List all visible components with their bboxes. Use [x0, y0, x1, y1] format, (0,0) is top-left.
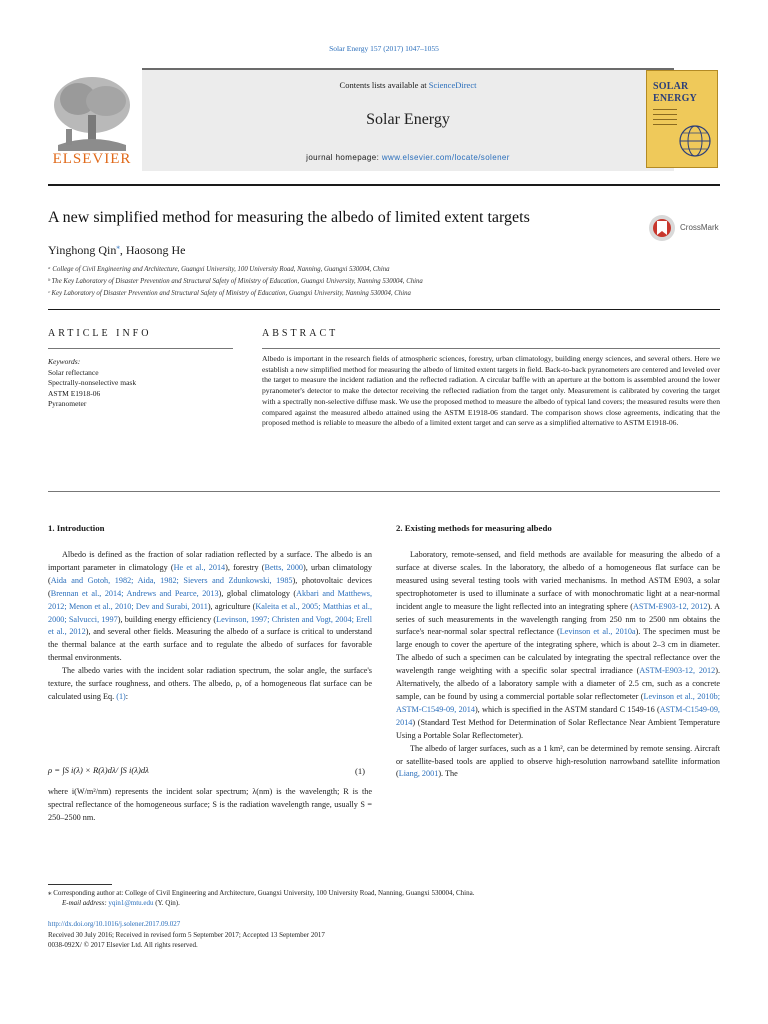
contents-line: Contents lists available at ScienceDirect	[339, 80, 477, 90]
affiliation-a: ᵃ College of Civil Engineering and Architecture, Guangxi University, 100 University Road, Nanning, Guangxi 530004, China	[48, 266, 390, 273]
article-info-rule	[48, 348, 233, 349]
copyright-line: 0038-092X/ © 2017 Elsevier Ltd. All rights reserved.	[48, 941, 198, 949]
keyword-item: Spectrally-nonselective mask	[48, 378, 137, 387]
article-title: A new simplified method for measuring the albedo of limited extent targets	[48, 209, 530, 226]
cover-text-lines	[653, 109, 677, 149]
citation-link[interactable]: ASTM-C1549-09, 2014	[396, 704, 720, 727]
footnote-rule	[48, 884, 112, 885]
citation-link[interactable]: Levinson et al., 2010a	[559, 627, 636, 637]
citation-link[interactable]: He et al., 2014	[173, 562, 226, 572]
article-info-heading: ARTICLE INFO	[48, 328, 152, 339]
journal-cover-thumbnail[interactable]	[646, 70, 718, 168]
abstract-text: Albedo is important in the research fields of atmospheric sciences, forestry, urban climatology, building energy sciences, and several others. Here we establish a new simplified method for measuring the albedo of limited extent targets in field. Back-to-back pyranometers are centered and leveled over the target to measure the incident radiation and the reflected radiation. A circular baffle with an aperture at the bottom is assembled around the lower pyranometer's detector to make the detector receiving the reflected radiation from the target only. Measurement is calibrated by covering the target with a spectrally non-selective diffuse mask. We use the proposed method to measure the albedo of typical land covers; the measured results were then compared against the measured albedo attained using the ASTM E1918-06 standard. The comparison shows close agreements, indicating that the proposed method is reliable to measure the albedo of a limited extent target and can serve as a simplified alternative to ASTM E1918-06.	[262, 354, 720, 428]
journal-homepage-link[interactable]: www.elsevier.com/locate/solener	[381, 153, 510, 162]
globe-icon	[677, 121, 713, 161]
author-list: Yinghong Qin⁎, Haosong He	[48, 243, 186, 257]
author-2[interactable]: Haosong He	[125, 243, 186, 257]
equation-1-number: (1)	[355, 766, 366, 776]
keyword-item: Solar reflectance	[48, 367, 99, 377]
elsevier-wordmark: ELSEVIER	[52, 151, 132, 167]
corresponding-author-mark[interactable]: ⁎	[116, 243, 120, 251]
affiliation-c: ᶜ Key Laboratory of Disaster Prevention and Structural Safety of Ministry of Education, Guangxi University, Nanning 530004, China	[48, 290, 411, 297]
citation-link[interactable]: Akbari and Matthews, 2012; Menon et al., 2010; Dev and Surabi, 2011	[48, 588, 372, 611]
keyword-item: ASTM E1918-06	[48, 388, 101, 398]
author-1[interactable]: Yinghong Qin	[48, 243, 117, 257]
keyword-item: Pyranometer	[48, 399, 87, 408]
citation-link[interactable]: Betts, 2000	[264, 562, 304, 572]
received-dates: Received 30 July 2016; Received in revised form 5 September 2017; Accepted 13 September 2017	[48, 931, 325, 939]
citation-link[interactable]: Liang, 2001	[398, 769, 439, 779]
abstract-bottom-rule	[48, 491, 720, 492]
email-note: E-mail address: yqin1@mtu.edu (Y. Qin).	[62, 899, 180, 907]
abstract-heading: ABSTRACT	[262, 328, 339, 339]
citation-link[interactable]: Brennan et al., 2014; Andrews and Pearce, 2013	[50, 588, 219, 598]
journal-title: Solar Energy	[366, 111, 450, 128]
keywords-block	[48, 357, 233, 410]
equation-link[interactable]: (1)	[116, 691, 126, 701]
cover-title-line-1: SOLAR	[653, 81, 689, 92]
elsevier-tree-logo	[48, 71, 136, 167]
header-divider	[48, 184, 720, 186]
abstract-rule	[262, 348, 720, 349]
citation-link[interactable]: ASTM-E903-12, 2012	[639, 666, 716, 676]
intro-paragraph-3: where i(W/m²/nm) represents the incident solar spectrum; λ(nm) is the wavelength; R is the spectral reflectance of the homogeneous surface; S is the radiation wavelength range, usually S = 250–2500 nm.	[48, 787, 372, 822]
section-1-heading: 1. Introduction	[48, 523, 105, 533]
doi-link[interactable]: http://dx.doi.org/10.1016/j.solener.2017.09.027	[48, 920, 181, 928]
citation-link[interactable]: Levinson, 1997; Christen and Vogt, 2004; Erell et al., 2012	[48, 614, 372, 637]
journal-banner	[142, 68, 674, 171]
keywords-label: Keywords:	[48, 357, 81, 366]
section-2-heading: 2. Existing methods for measuring albedo	[396, 523, 552, 533]
methods-paragraphs: Laboratory, remote-sensed, and field methods are available for measuring the albedo of a surface at diverse scales. In the laboratory, the albedo of a homogeneous flat surface can be measured using several testing tools with varied mechanisms. In method ASTM E903, a solar spectrophotometer is used to illuminate a surface of with monochromatic light at a near-normal incident angle to measure the light reflected into an integrating sphere (ASTM-E903-12, 2012). A series of such measurements in the wavelength ranging from 250 nm to 2500 nm obtains the surface's near-normal solar spectral reflectance (Levinson et al., 2010a). The specimen must be large enough to cover the aperture of the integrating sphere, which is about 2–3 cm in diameter. The albedo of such a specimen can be calculated by integrating the spectral reflectance over the wavelength range weighting with a specific solar spectral irradiance (ASTM-E903-12, 2012). Alternatively, the albedo of a laboratory sample with a diameter of 2.5 cm, such as a concrete sample, can be found by using a commercial portable solar reflectometer (Levinson et al., 2010b; ASTM-C1549-09, 2014), which is specified in the ASTM standard C 1549-16 (ASTM-C1549-09, 2014) (Standard Test Method for Determination of Solar Reflectance Near Ambient Temperature Using a Portable Solar Reflectometer). The albedo of larger surfaces, such as a 1 km², can be determined by remote sensing. Aircraft or satellite-based tools are applied to observe high-resolution narrowband satellite information (Liang, 2001). The	[396, 550, 720, 779]
journal-citation[interactable]: Solar Energy 157 (2017) 1047–1055	[329, 44, 439, 53]
affiliation-divider	[48, 309, 720, 310]
equation-1: ρ = ∫S i(λ) × R(λ)dλ/ ∫S i(λ)dλ	[48, 765, 149, 775]
cover-title-line-2: ENERGY	[653, 93, 697, 104]
citation-link[interactable]: ASTM-E903-12, 2012	[633, 601, 708, 611]
affiliation-b: ᵇ The Key Laboratory of Disaster Prevention and Structural Safety of Ministry of Education, Guangxi University, Nanning 530004, China	[48, 278, 423, 285]
citation-link[interactable]: Aida and Gotoh, 1982; Aida, 1982; Sievers and Zdunkowski, 1985	[50, 575, 293, 585]
crossmark-icon	[648, 213, 676, 243]
citation-link[interactable]: Levinson et al., 2010b; ASTM-C1549-09, 2014	[396, 691, 720, 714]
email-link[interactable]: yqin1@mtu.edu	[108, 899, 154, 907]
corresponding-author-note: ⁎ Corresponding author at: College of Civil Engineering and Architecture, Guangxi University, 100 University Road, Nanning, Guangxi 530004, China.	[48, 889, 475, 897]
sciencedirect-link[interactable]: ScienceDirect	[428, 80, 477, 90]
crossmark-badge[interactable]: CrossMark	[648, 213, 728, 243]
journal-homepage: journal homepage: www.elsevier.com/locate/solener	[306, 153, 510, 162]
intro-paragraph-1: Albedo is defined as the fraction of solar radiation reflected by a surface. The albedo is an important parameter in climatology (He et al., 2014), forestry (Betts, 2000), urban climatology (Aida and Gotoh, 1982; Aida, 1982; Sievers and Zdunkowski, 1985), photovoltaic devices (Brennan et al., 2014; Andrews and Pearce, 2013), global climatology (Akbari and Matthews, 2012; Menon et al., 2010; Dev and Surabi, 2011), agriculture (Kaleita et al., 2005; Matthias et al., 2000; Salvucci, 1997), building energy efficiency (Levinson, 1997; Christen and Vogt, 2004; Erell et al., 2012), and several other fields. Measuring the albedo of a surface is critical to understand the thermal balance at the earth surface and to regulate the albedo of surfaces for favorable thermal environments. The albedo varies with the incident solar radiation spectrum, the solar angle, the surface's texture, the surface roughness, and others. The albedo, ρ, of a homogeneous flat surface can be calculated using Eq. (1):	[48, 550, 372, 701]
journal-header	[48, 68, 628, 170]
citation-link[interactable]: Kaleita et al., 2005; Matthias et al., 2000; Salvucci, 1997	[48, 601, 372, 624]
